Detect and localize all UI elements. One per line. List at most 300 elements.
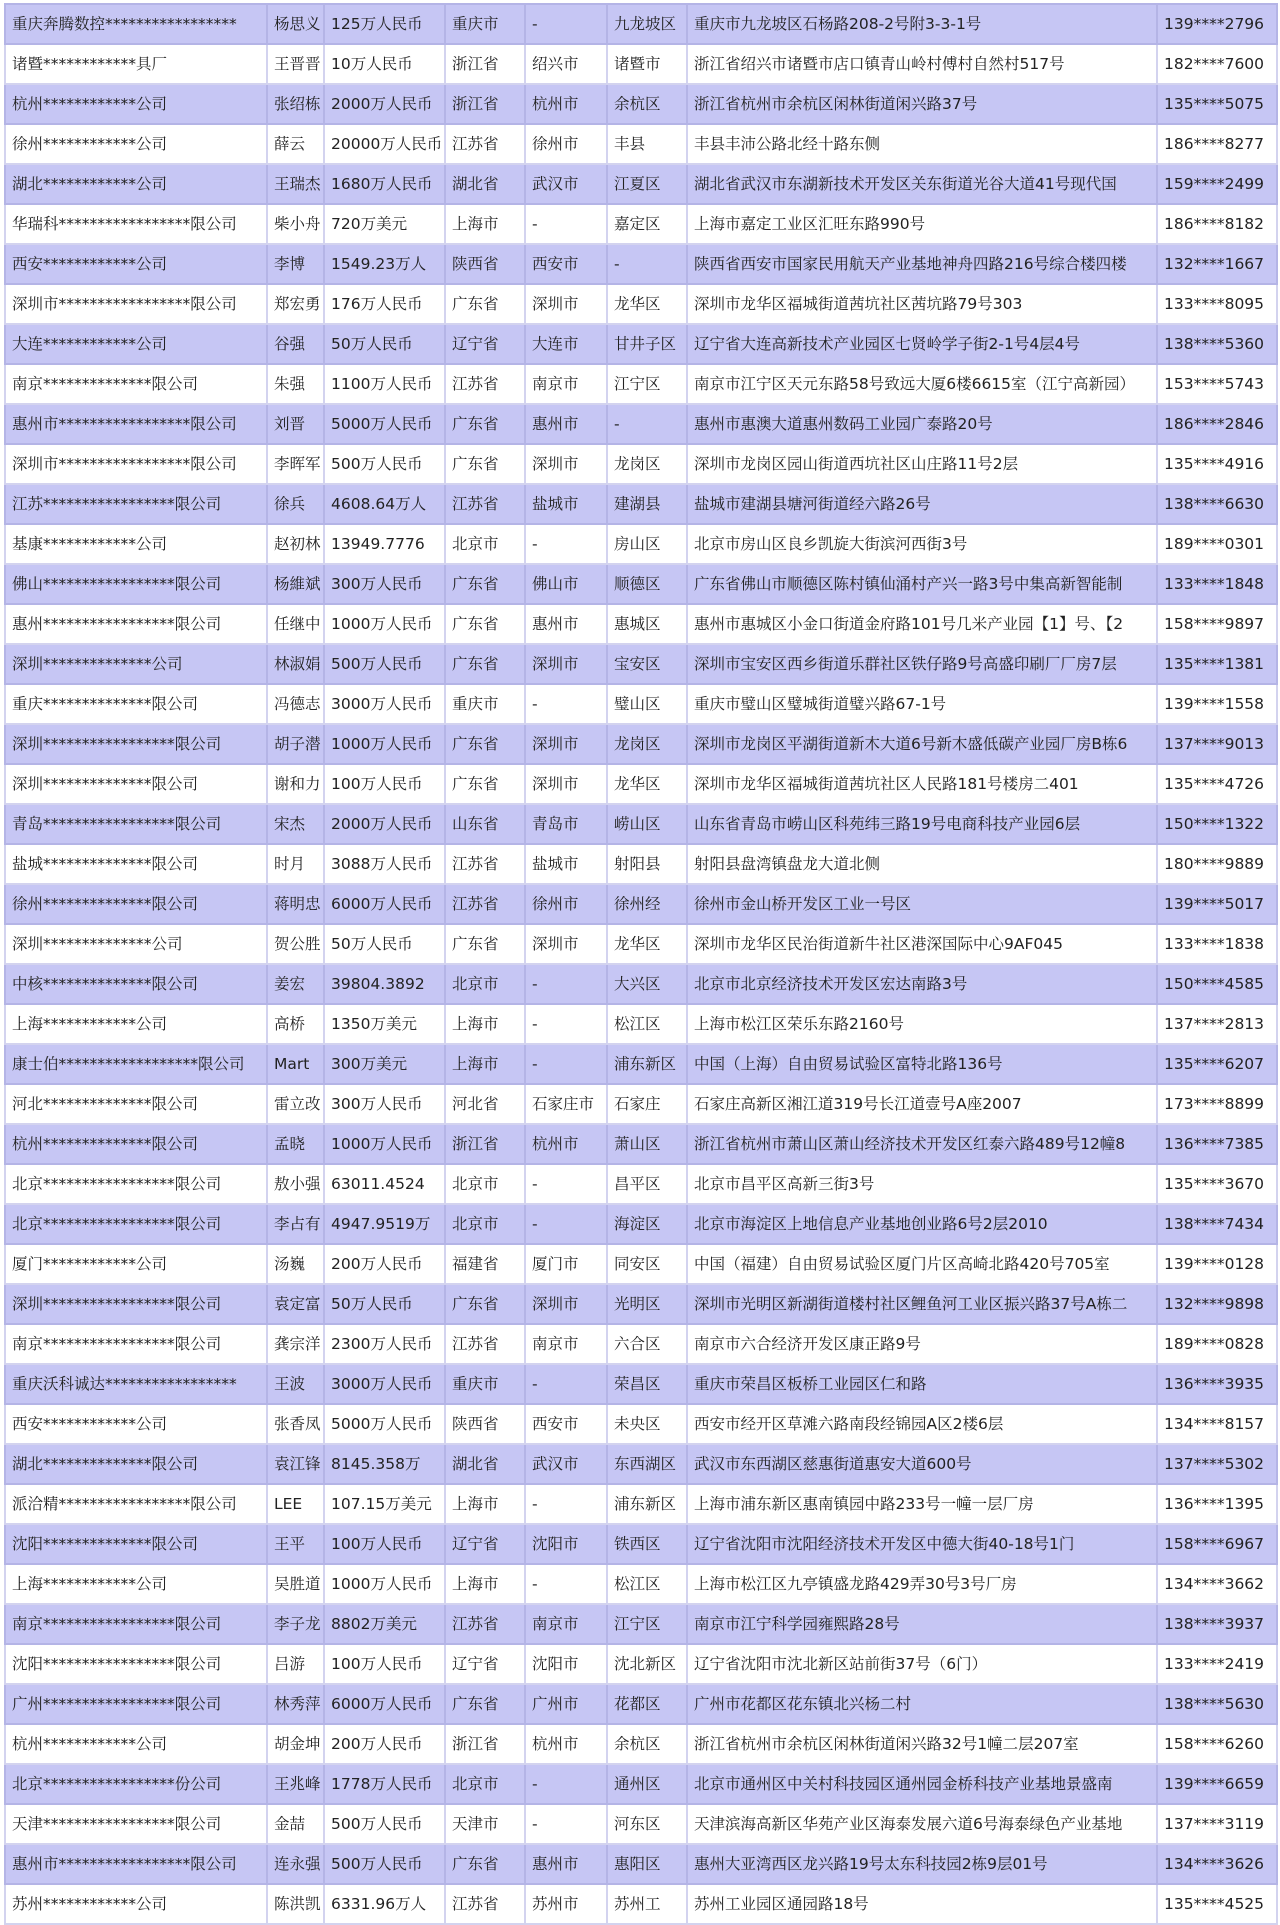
cell-address: 北京市通州区中关村科技园区通州园金桥科技产业基地景盛南 [687,1764,1157,1804]
cell-legal-representative: 李子龙 [267,1604,324,1644]
cell-province: 北京市 [445,524,525,564]
cell-company-name: 中核**************限公司 [5,964,267,1004]
table-row [5,204,1277,244]
cell-legal-representative: 张香凤 [267,1404,324,1444]
cell-address: 徐州市金山桥开发区工业一号区 [687,884,1157,924]
cell-city: 佛山市 [525,564,607,604]
cell-district: 龙华区 [607,764,687,804]
cell-city: 盐城市 [525,844,607,884]
cell-legal-representative: 高桥 [267,1004,324,1044]
cell-address: 中国（福建）自由贸易试验区厦门片区高崎北路420号705室 [687,1244,1157,1284]
cell-address: 湖北省武汉市东湖新技术开发区关东街道光谷大道41号现代国 [687,164,1157,204]
cell-province: 山东省 [445,804,525,844]
cell-address: 山东省青岛市崂山区科苑纬三路19号电商科技产业园6层 [687,804,1157,844]
cell-phone: 135****6207 [1157,1044,1277,1084]
table-row [5,1484,1277,1524]
cell-district: 嘉定区 [607,204,687,244]
cell-phone: 139****2796 [1157,4,1277,44]
table-row [5,604,1277,644]
table-row [5,324,1277,364]
cell-district: 崂山区 [607,804,687,844]
cell-phone: 173****8899 [1157,1084,1277,1124]
cell-district: 同安区 [607,1244,687,1284]
cell-company-name: 河北**************限公司 [5,1084,267,1124]
cell-province: 江苏省 [445,1324,525,1364]
cell-company-name: 大连************公司 [5,324,267,364]
cell-province: 上海市 [445,1484,525,1524]
cell-province: 天津市 [445,1804,525,1844]
cell-province: 广东省 [445,404,525,444]
cell-company-name: 重庆沃科诚达***************** [5,1364,267,1404]
cell-address: 西安市经开区草滩六路南段经锦园A区2楼6层 [687,1404,1157,1444]
cell-phone: 139****0128 [1157,1244,1277,1284]
cell-province: 广东省 [445,764,525,804]
cell-registered-capital: 1350万美元 [324,1004,445,1044]
cell-district: 河东区 [607,1804,687,1844]
cell-province: 辽宁省 [445,1644,525,1684]
cell-address: 上海市松江区荣乐东路2160号 [687,1004,1157,1044]
table-row [5,4,1277,44]
cell-city: 石家庄市 [525,1084,607,1124]
cell-legal-representative: Mart [267,1044,324,1084]
cell-phone: 137****3119 [1157,1804,1277,1844]
cell-province: 江苏省 [445,1604,525,1644]
cell-district: 顺德区 [607,564,687,604]
cell-province: 辽宁省 [445,1524,525,1564]
cell-district: 东西湖区 [607,1444,687,1484]
cell-province: 重庆市 [445,4,525,44]
cell-district: 未央区 [607,1404,687,1444]
cell-legal-representative: 蒋明忠 [267,884,324,924]
cell-province: 湖北省 [445,164,525,204]
cell-address: 深圳市龙岗区园山街道西坑社区山庄路11号2层 [687,444,1157,484]
table-row [5,1724,1277,1764]
cell-phone: 137****9013 [1157,724,1277,764]
table-row [5,844,1277,884]
cell-company-name: 杭州************公司 [5,1724,267,1764]
cell-city: 青岛市 [525,804,607,844]
cell-address: 深圳市龙岗区平湖街道新木大道6号新木盛低碳产业园厂房B栋6 [687,724,1157,764]
cell-province: 江苏省 [445,484,525,524]
table-row [5,84,1277,124]
table-row [5,804,1277,844]
table-row [5,1004,1277,1044]
cell-legal-representative: 连永强 [267,1844,324,1884]
cell-phone: 137****2813 [1157,1004,1277,1044]
cell-district: 余杭区 [607,1724,687,1764]
cell-legal-representative: 汤巍 [267,1244,324,1284]
cell-district: 荣昌区 [607,1364,687,1404]
cell-phone: 182****7600 [1157,44,1277,84]
cell-phone: 135****4916 [1157,444,1277,484]
cell-district: 光明区 [607,1284,687,1324]
cell-address: 北京市昌平区高新三街3号 [687,1164,1157,1204]
cell-city: - [525,1004,607,1044]
cell-registered-capital: 1000万人民币 [324,1564,445,1604]
cell-company-name: 诸暨************具厂 [5,44,267,84]
cell-district: 石家庄 [607,1084,687,1124]
cell-address: 丰县丰沛公路北经十路东侧 [687,124,1157,164]
cell-address: 上海市嘉定工业区汇旺东路990号 [687,204,1157,244]
cell-district: 惠阳区 [607,1844,687,1884]
cell-company-name: 西安************公司 [5,244,267,284]
cell-legal-representative: 雷立改 [267,1084,324,1124]
cell-city: 沈阳市 [525,1524,607,1564]
table-row [5,1804,1277,1844]
cell-registered-capital: 2000万人民币 [324,84,445,124]
cell-phone: 158****6967 [1157,1524,1277,1564]
cell-district: 余杭区 [607,84,687,124]
cell-district: 龙华区 [607,284,687,324]
table-row [5,1844,1277,1884]
cell-province: 江苏省 [445,884,525,924]
cell-legal-representative: 陈洪凯 [267,1884,324,1924]
cell-city: 南京市 [525,1324,607,1364]
cell-city: 大连市 [525,324,607,364]
cell-company-name: 杭州************公司 [5,84,267,124]
cell-phone: 133****1848 [1157,564,1277,604]
cell-city: - [525,1044,607,1084]
cell-city: - [525,1364,607,1404]
cell-address: 惠州市惠城区小金口街道金府路101号几米产业园【1】号、【2 [687,604,1157,644]
cell-district: 宝安区 [607,644,687,684]
cell-address: 苏州工业园区通园路18号 [687,1884,1157,1924]
cell-address: 北京市房山区良乡凯旋大街滨河西街3号 [687,524,1157,564]
cell-registered-capital: 8802万美元 [324,1604,445,1644]
cell-registered-capital: 8145.358万 [324,1444,445,1484]
cell-registered-capital: 200万人民币 [324,1244,445,1284]
cell-registered-capital: 107.15万美元 [324,1484,445,1524]
cell-district: 龙岗区 [607,444,687,484]
cell-phone: 135****1381 [1157,644,1277,684]
cell-registered-capital: 6331.96万人 [324,1884,445,1924]
cell-city: - [525,4,607,44]
cell-city: - [525,964,607,1004]
cell-registered-capital: 720万美元 [324,204,445,244]
cell-address: 辽宁省沈阳市沈阳经济技术开发区中德大街40-18号1门 [687,1524,1157,1564]
cell-registered-capital: 13949.7776 [324,524,445,564]
cell-city: 沈阳市 [525,1644,607,1684]
cell-province: 上海市 [445,1004,525,1044]
cell-phone: 138****6630 [1157,484,1277,524]
cell-company-name: 广州*****************限公司 [5,1684,267,1724]
cell-legal-representative: 贺公胜 [267,924,324,964]
cell-city: - [525,1764,607,1804]
cell-province: 上海市 [445,1044,525,1084]
cell-address: 辽宁省沈阳市沈北新区站前街37号（6门） [687,1644,1157,1684]
cell-legal-representative: 孟晓 [267,1124,324,1164]
cell-city: 深圳市 [525,284,607,324]
cell-legal-representative: 袁江锋 [267,1444,324,1484]
cell-registered-capital: 6000万人民币 [324,1684,445,1724]
cell-province: 江苏省 [445,124,525,164]
table-row [5,1604,1277,1644]
cell-city: 武汉市 [525,164,607,204]
cell-address: 天津滨海高新区华苑产业区海泰发展六道6号海泰绿色产业基地 [687,1804,1157,1844]
cell-district: 花都区 [607,1684,687,1724]
cell-phone: 135****5075 [1157,84,1277,124]
cell-province: 广东省 [445,1684,525,1724]
cell-legal-representative: 王兆峰 [267,1764,324,1804]
cell-company-name: 深圳*****************限公司 [5,1284,267,1324]
cell-province: 陕西省 [445,1404,525,1444]
table-row [5,1564,1277,1604]
cell-city: 广州市 [525,1684,607,1724]
cell-district: 沈北新区 [607,1644,687,1684]
cell-legal-representative: 李占有 [267,1204,324,1244]
cell-city: - [525,1164,607,1204]
cell-address: 浙江省杭州市余杭区闲林街道闲兴路32号1幢二层207室 [687,1724,1157,1764]
cell-company-name: 湖北**************限公司 [5,1444,267,1484]
cell-company-name: 南京*****************限公司 [5,1604,267,1644]
cell-legal-representative: 时月 [267,844,324,884]
cell-phone: 133****1838 [1157,924,1277,964]
table-row [5,284,1277,324]
cell-registered-capital: 1100万人民币 [324,364,445,404]
cell-district: 大兴区 [607,964,687,1004]
cell-address: 盐城市建湖县塘河街道经六路26号 [687,484,1157,524]
cell-phone: 138****5360 [1157,324,1277,364]
table-row [5,884,1277,924]
cell-company-name: 佛山*****************限公司 [5,564,267,604]
cell-province: 上海市 [445,204,525,244]
cell-company-name: 盐城**************限公司 [5,844,267,884]
cell-province: 北京市 [445,1204,525,1244]
cell-city: 绍兴市 [525,44,607,84]
cell-company-name: 深圳**************公司 [5,644,267,684]
cell-company-name: 南京*****************限公司 [5,1324,267,1364]
cell-city: - [525,1204,607,1244]
cell-company-name: 北京*****************限公司 [5,1164,267,1204]
cell-phone: 136****3935 [1157,1364,1277,1404]
cell-company-name: 沈阳*****************限公司 [5,1644,267,1684]
table-row [5,1284,1277,1324]
cell-phone: 132****1667 [1157,244,1277,284]
cell-province: 江苏省 [445,844,525,884]
cell-address: 南京市江宁区天元东路58号致远大厦6楼6615室（江宁高新园） [687,364,1157,404]
table-row [5,1044,1277,1084]
table-row [5,1524,1277,1564]
cell-city: 杭州市 [525,84,607,124]
table-row [5,1204,1277,1244]
cell-phone: 138****3937 [1157,1604,1277,1644]
cell-address: 重庆市荣昌区板桥工业园区仁和路 [687,1364,1157,1404]
company-table [4,3,1278,1925]
cell-phone: 159****2499 [1157,164,1277,204]
cell-registered-capital: 63011.4524 [324,1164,445,1204]
cell-city: - [525,684,607,724]
cell-city: - [525,1484,607,1524]
cell-city: 杭州市 [525,1724,607,1764]
cell-province: 广东省 [445,284,525,324]
cell-address: 中国（上海）自由贸易试验区富特北路136号 [687,1044,1157,1084]
cell-address: 重庆市九龙坡区石杨路208-2号附3-3-1号 [687,4,1157,44]
table-row [5,564,1277,604]
cell-province: 广东省 [445,444,525,484]
cell-phone: 133****8095 [1157,284,1277,324]
cell-legal-representative: 林淑娟 [267,644,324,684]
cell-city: 南京市 [525,1604,607,1644]
cell-legal-representative: 朱强 [267,364,324,404]
cell-registered-capital: 1000万人民币 [324,724,445,764]
cell-address: 深圳市光明区新湖街道楼村社区鲤鱼河工业区振兴路37号A栋二 [687,1284,1157,1324]
cell-city: - [525,1564,607,1604]
cell-phone: 135****4726 [1157,764,1277,804]
cell-company-name: 深圳*****************限公司 [5,724,267,764]
cell-city: 深圳市 [525,1284,607,1324]
cell-legal-representative: 杨維斌 [267,564,324,604]
cell-district: 海淀区 [607,1204,687,1244]
cell-legal-representative: 林秀萍 [267,1684,324,1724]
cell-city: 深圳市 [525,764,607,804]
cell-district: 苏州工 [607,1884,687,1924]
cell-address: 深圳市龙华区福城街道茜坑社区茜坑路79号303 [687,284,1157,324]
table-row [5,1124,1277,1164]
cell-company-name: 湖北************公司 [5,164,267,204]
cell-legal-representative: 任继中 [267,604,324,644]
table-row [5,1364,1277,1404]
cell-address: 上海市松江区九亭镇盛龙路429弄30号3号厂房 [687,1564,1157,1604]
table-row [5,1644,1277,1684]
cell-province: 陕西省 [445,244,525,284]
table-row [5,1404,1277,1444]
cell-district: - [607,244,687,284]
table-row [5,44,1277,84]
cell-province: 上海市 [445,1564,525,1604]
cell-province: 广东省 [445,924,525,964]
cell-address: 深圳市龙华区民治街道新牛社区港深国际中心9AF045 [687,924,1157,964]
cell-company-name: 苏州************公司 [5,1884,267,1924]
table-row [5,964,1277,1004]
table-row [5,124,1277,164]
cell-phone: 135****3670 [1157,1164,1277,1204]
cell-legal-representative: 袁定富 [267,1284,324,1324]
cell-city: 深圳市 [525,644,607,684]
cell-phone: 150****4585 [1157,964,1277,1004]
cell-company-name: 惠州市*****************限公司 [5,404,267,444]
cell-city: - [525,204,607,244]
cell-legal-representative: 王平 [267,1524,324,1564]
cell-company-name: 徐州************公司 [5,124,267,164]
cell-phone: 158****6260 [1157,1724,1277,1764]
cell-province: 浙江省 [445,1124,525,1164]
cell-legal-representative: LEE [267,1484,324,1524]
cell-legal-representative: 徐兵 [267,484,324,524]
cell-legal-representative: 李博 [267,244,324,284]
cell-city: 武汉市 [525,1444,607,1484]
cell-address: 深圳市宝安区西乡街道乐群社区铁仔路9号高盛印刷厂厂房7层 [687,644,1157,684]
cell-phone: 132****9898 [1157,1284,1277,1324]
cell-legal-representative: 杨思义 [267,4,324,44]
table-row [5,244,1277,284]
cell-registered-capital: 176万人民币 [324,284,445,324]
cell-company-name: 徐州**************限公司 [5,884,267,924]
cell-address: 辽宁省大连高新技术产业园区七贤岭学子街2-1号4层4号 [687,324,1157,364]
cell-phone: 186****8277 [1157,124,1277,164]
cell-legal-representative: 王瑞杰 [267,164,324,204]
cell-legal-representative: 赵初林 [267,524,324,564]
cell-registered-capital: 500万人民币 [324,444,445,484]
cell-company-name: 重庆奔腾数控***************** [5,4,267,44]
cell-city: 西安市 [525,1404,607,1444]
cell-legal-representative: 胡金坤 [267,1724,324,1764]
cell-district: 射阳县 [607,844,687,884]
cell-company-name: 杭州**************限公司 [5,1124,267,1164]
cell-legal-representative: 冯德志 [267,684,324,724]
cell-legal-representative: 张绍栋 [267,84,324,124]
cell-city: - [525,1804,607,1844]
cell-company-name: 深圳市*****************限公司 [5,284,267,324]
cell-registered-capital: 1778万人民币 [324,1764,445,1804]
cell-registered-capital: 100万人民币 [324,764,445,804]
cell-legal-representative: 吕游 [267,1644,324,1684]
cell-company-name: 惠州市*****************限公司 [5,1844,267,1884]
cell-address: 惠州大亚湾西区龙兴路19号太东科技园2栋9层01号 [687,1844,1157,1884]
cell-district: 璧山区 [607,684,687,724]
cell-address: 上海市浦东新区惠南镇园中路233号一幢一层厂房 [687,1484,1157,1524]
cell-district: 九龙坡区 [607,4,687,44]
company-table-container [4,3,1276,1925]
cell-address: 广州市花都区花东镇北兴杨二村 [687,1684,1157,1724]
cell-registered-capital: 3088万人民币 [324,844,445,884]
cell-registered-capital: 10万人民币 [324,44,445,84]
cell-registered-capital: 1680万人民币 [324,164,445,204]
table-row [5,444,1277,484]
table-row [5,1084,1277,1124]
cell-city: 徐州市 [525,884,607,924]
cell-company-name: 派洽精*****************限公司 [5,1484,267,1524]
cell-province: 广东省 [445,1844,525,1884]
cell-address: 北京市海淀区上地信息产业基地创业路6号2层2010 [687,1204,1157,1244]
cell-company-name: 天津*****************限公司 [5,1804,267,1844]
cell-phone: 136****7385 [1157,1124,1277,1164]
cell-registered-capital: 4608.64万人 [324,484,445,524]
cell-company-name: 华瑞科*****************限公司 [5,204,267,244]
cell-legal-representative: 金喆 [267,1804,324,1844]
cell-company-name: 南京**************限公司 [5,364,267,404]
cell-company-name: 沈阳**************限公司 [5,1524,267,1564]
cell-registered-capital: 2300万人民币 [324,1324,445,1364]
cell-registered-capital: 50万人民币 [324,324,445,364]
cell-company-name: 深圳**************限公司 [5,764,267,804]
cell-province: 北京市 [445,964,525,1004]
cell-phone: 138****7434 [1157,1204,1277,1244]
cell-province: 河北省 [445,1084,525,1124]
cell-province: 重庆市 [445,1364,525,1404]
cell-phone: 158****9897 [1157,604,1277,644]
cell-legal-representative: 柴小舟 [267,204,324,244]
cell-registered-capital: 300万美元 [324,1044,445,1084]
cell-district: 惠城区 [607,604,687,644]
cell-registered-capital: 100万人民币 [324,1644,445,1684]
cell-company-name: 深圳市*****************限公司 [5,444,267,484]
cell-legal-representative: 谷强 [267,324,324,364]
cell-legal-representative: 李晖军 [267,444,324,484]
table-row [5,644,1277,684]
cell-address: 陕西省西安市国家民用航天产业基地神舟四路216号综合楼四楼 [687,244,1157,284]
cell-city: 苏州市 [525,1884,607,1924]
cell-province: 浙江省 [445,1724,525,1764]
cell-province: 江苏省 [445,1884,525,1924]
table-row [5,764,1277,804]
cell-registered-capital: 3000万人民币 [324,684,445,724]
cell-legal-representative: 胡子潜 [267,724,324,764]
cell-registered-capital: 125万人民币 [324,4,445,44]
cell-district: 通州区 [607,1764,687,1804]
cell-company-name: 厦门************公司 [5,1244,267,1284]
cell-legal-representative: 宋杰 [267,804,324,844]
table-row [5,1764,1277,1804]
